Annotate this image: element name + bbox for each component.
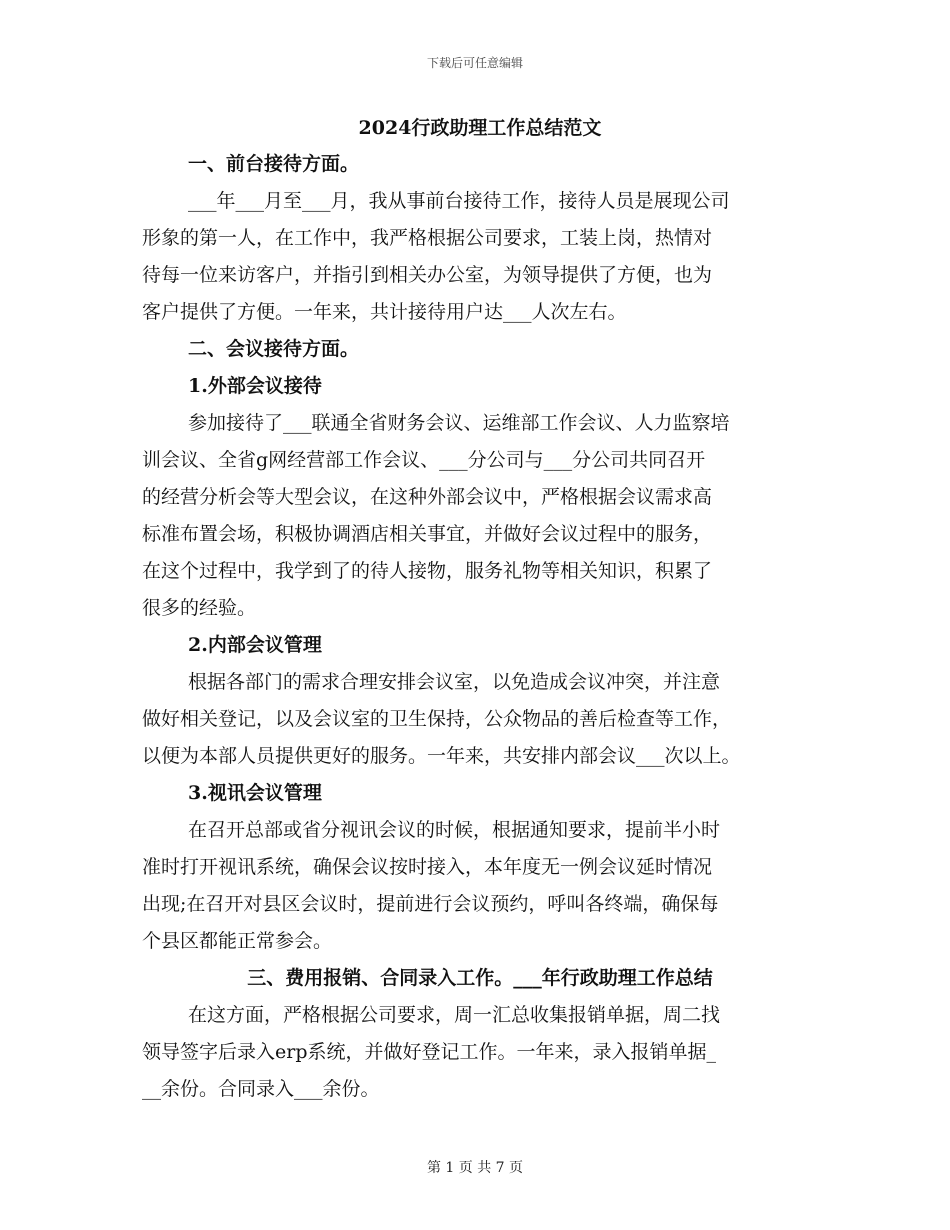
text-line: 参加接待了___联通全省财务会议、运维部工作会议、人力监察培: [188, 412, 730, 434]
document-body: [142, 110, 818, 1108]
text-line: 根据各部门的需求合理安排会议室，以免造成会议冲突，并注意: [188, 671, 721, 693]
section-heading: 二、会议接待方面。: [188, 338, 360, 360]
text-line: 做好相关登记，以及会议室的卫生保持，公众物品的善后检查等工作，: [142, 708, 732, 730]
subsection-heading: 3.视讯会议管理: [188, 782, 322, 804]
text-line: 待每一位来访客户，并指引到相关办公室，为领导提供了方便，也为: [142, 264, 713, 286]
text-line: 标准布置会场，积极协调酒店相关事宜，并做好会议过程中的服务，: [142, 523, 713, 545]
text-line: 个县区都能正常参会。: [142, 930, 333, 952]
text-line: 出现;在召开对县区会议时，提前进行会议预约，呼叫各终端，确保每: [142, 893, 719, 915]
text-line: 在这方面，严格根据公司要求，周一汇总收集报销单据，周二找: [188, 1004, 721, 1026]
paragraph: [142, 664, 818, 775]
text-line: 形象的第一人，在工作中，我严格根据公司要求，工装上岗，热情对: [142, 227, 713, 249]
text-line: ___年___月至___月，我从事前台接待工作，接待人员是展现公司: [188, 190, 730, 212]
text-line: 在召开总部或省分视讯会议的时候，根据通知要求，提前半小时: [188, 819, 721, 841]
section-heading: 一、前台接待方面。: [188, 153, 360, 175]
text-line: 很多的经验。: [142, 597, 257, 619]
text-line: 领导签字后录入erp系统，并做好登记工作。一年来，录入报销单据_: [142, 1041, 716, 1063]
text-line: 以便为本部人员提供更好的服务。一年来，共安排内部会议___次以上。: [142, 745, 741, 767]
paragraph: [142, 183, 818, 331]
paragraph: [142, 405, 818, 627]
subsection-heading: 1.外部会议接待: [188, 375, 322, 397]
page-footer: 第 1 页 共 7 页: [426, 1160, 524, 1176]
text-line: 准时打开视讯系统，确保会议按时接入，本年度无一例会议延时情况: [142, 856, 713, 878]
text-line: 客户提供了方便。一年来，共计接待用户达___人次左右。: [142, 301, 627, 323]
text-line: __余份。合同录入___余份。: [142, 1078, 380, 1100]
text-line: 在这个过程中，我学到了的待人接物，服务礼物等相关知识，积累了: [142, 560, 713, 582]
page-header: 下载后可任意编辑: [426, 56, 523, 70]
paragraph: [142, 997, 818, 1108]
document-title: 2024行政助理工作总结范文: [358, 117, 602, 139]
paragraph: [142, 812, 818, 960]
subsection-heading: 2.内部会议管理: [188, 634, 322, 656]
text-line: 训会议、全省g网经营部工作会议、___分公司与___分公司共同召开: [142, 449, 706, 471]
section-heading: 三、费用报销、合同录入工作。___年行政助理工作总结: [247, 967, 713, 989]
text-line: 的经营分析会等大型会议，在这种外部会议中，严格根据会议需求高: [142, 486, 713, 508]
